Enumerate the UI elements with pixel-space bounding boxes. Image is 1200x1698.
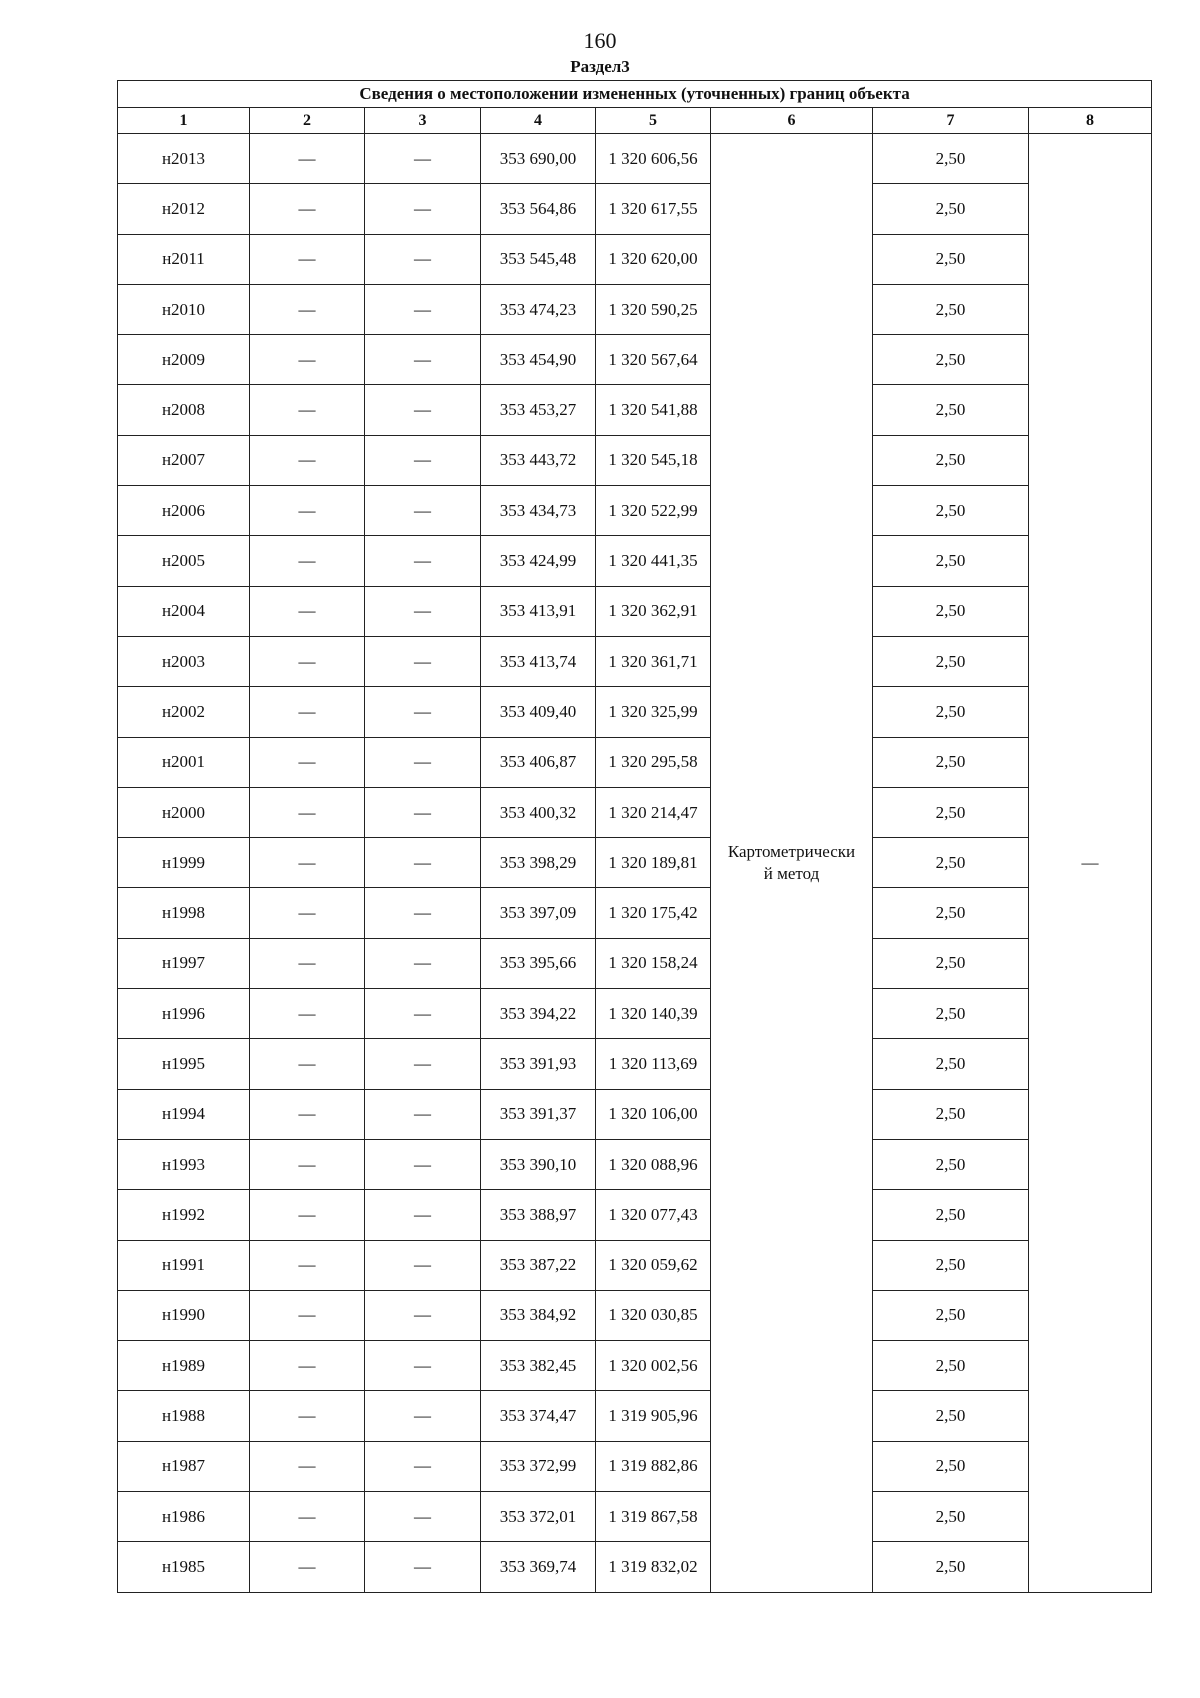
table-row <box>118 1391 1152 1441</box>
y-coordinate-cell: 1 320 002,56 <box>596 1341 711 1391</box>
y-coordinate-cell: 1 320 522,99 <box>596 486 711 536</box>
point-cell: н2013 <box>118 134 250 184</box>
col7-cell: 2,50 <box>873 234 1029 284</box>
col2-cell: — <box>250 486 365 536</box>
y-coordinate-cell: 1 320 620,00 <box>596 234 711 284</box>
point-cell: н1993 <box>118 1139 250 1189</box>
point-cell: н1992 <box>118 1190 250 1240</box>
x-coordinate-cell: 353 413,91 <box>481 586 596 636</box>
col2-cell: — <box>250 888 365 938</box>
col7-cell: 2,50 <box>873 435 1029 485</box>
col2-cell: — <box>250 1240 365 1290</box>
point-cell: н1998 <box>118 888 250 938</box>
col2-cell: — <box>250 184 365 234</box>
col2-cell: — <box>250 1039 365 1089</box>
x-coordinate-cell: 353 424,99 <box>481 536 596 586</box>
col2-cell: — <box>250 1139 365 1189</box>
y-coordinate-cell: 1 320 567,64 <box>596 335 711 385</box>
col2-cell: — <box>250 938 365 988</box>
y-coordinate-cell: 1 320 088,96 <box>596 1139 711 1189</box>
col2-cell: — <box>250 586 365 636</box>
col3-cell: — <box>365 536 481 586</box>
point-cell: н2001 <box>118 737 250 787</box>
x-coordinate-cell: 353 690,00 <box>481 134 596 184</box>
col2-cell: — <box>250 787 365 837</box>
col7-cell: 2,50 <box>873 687 1029 737</box>
col7-cell: 2,50 <box>873 1190 1029 1240</box>
column-header: 7 <box>873 108 1029 134</box>
col3-cell: — <box>365 1139 481 1189</box>
point-cell: н1989 <box>118 1341 250 1391</box>
y-coordinate-cell: 1 320 441,35 <box>596 536 711 586</box>
column-header: 8 <box>1029 108 1152 134</box>
point-cell: н2009 <box>118 335 250 385</box>
table-row <box>118 1190 1152 1240</box>
y-coordinate-cell: 1 319 882,86 <box>596 1441 711 1491</box>
col7-cell: 2,50 <box>873 787 1029 837</box>
y-coordinate-cell: 1 320 030,85 <box>596 1290 711 1340</box>
col3-cell: — <box>365 838 481 888</box>
column-header: 1 <box>118 108 250 134</box>
y-coordinate-cell: 1 320 361,71 <box>596 636 711 686</box>
col3-cell: — <box>365 184 481 234</box>
col7-cell: 2,50 <box>873 1089 1029 1139</box>
y-coordinate-cell: 1 320 158,24 <box>596 938 711 988</box>
col7-cell: 2,50 <box>873 1391 1029 1441</box>
x-coordinate-cell: 353 387,22 <box>481 1240 596 1290</box>
col2-cell: — <box>250 737 365 787</box>
col7-cell: 2,50 <box>873 536 1029 586</box>
x-coordinate-cell: 353 372,01 <box>481 1492 596 1542</box>
col7-cell: 2,50 <box>873 1240 1029 1290</box>
column-header: 6 <box>711 108 873 134</box>
col7-cell: 2,50 <box>873 134 1029 184</box>
col3-cell: — <box>365 1290 481 1340</box>
col3-cell: — <box>365 1240 481 1290</box>
col2-cell: — <box>250 1441 365 1491</box>
col3-cell: — <box>365 586 481 636</box>
table-title: Сведения о местоположении измененных (уточненных) границ объекта <box>118 81 1152 108</box>
method-cell <box>711 134 873 1593</box>
col3-cell: — <box>365 435 481 485</box>
col2-cell: — <box>250 385 365 435</box>
table-row <box>118 737 1152 787</box>
col2-cell: — <box>250 335 365 385</box>
x-coordinate-cell: 353 391,93 <box>481 1039 596 1089</box>
x-coordinate-cell: 353 391,37 <box>481 1089 596 1139</box>
table-row <box>118 1089 1152 1139</box>
x-coordinate-cell: 353 454,90 <box>481 335 596 385</box>
table-row <box>118 1139 1152 1189</box>
x-coordinate-cell: 353 443,72 <box>481 435 596 485</box>
method-text-line: й метод <box>763 863 820 883</box>
table-row <box>118 486 1152 536</box>
x-coordinate-cell: 353 384,92 <box>481 1290 596 1340</box>
table-row <box>118 1492 1152 1542</box>
method-text-line: Картометрически <box>727 841 856 861</box>
table-row <box>118 989 1152 1039</box>
point-cell: н2011 <box>118 234 250 284</box>
table-row <box>118 1542 1152 1592</box>
col7-cell: 2,50 <box>873 1542 1029 1592</box>
column-header: 3 <box>365 108 481 134</box>
point-cell: н2007 <box>118 435 250 485</box>
col3-cell: — <box>365 385 481 435</box>
col7-cell: 2,50 <box>873 335 1029 385</box>
col2-cell: — <box>250 536 365 586</box>
col7-cell: 2,50 <box>873 385 1029 435</box>
point-cell: н2000 <box>118 787 250 837</box>
col3-cell: — <box>365 737 481 787</box>
x-coordinate-cell: 353 413,74 <box>481 636 596 686</box>
col2-cell: — <box>250 1391 365 1441</box>
x-coordinate-cell: 353 394,22 <box>481 989 596 1039</box>
col7-cell: 2,50 <box>873 486 1029 536</box>
col2-cell: — <box>250 1341 365 1391</box>
col3-cell: — <box>365 1190 481 1240</box>
x-coordinate-cell: 353 400,32 <box>481 787 596 837</box>
point-cell: н1988 <box>118 1391 250 1441</box>
x-coordinate-cell: 353 398,29 <box>481 838 596 888</box>
col7-cell: 2,50 <box>873 938 1029 988</box>
y-coordinate-cell: 1 319 905,96 <box>596 1391 711 1441</box>
col2-cell: — <box>250 1492 365 1542</box>
x-coordinate-cell: 353 453,27 <box>481 385 596 435</box>
y-coordinate-cell: 1 320 140,39 <box>596 989 711 1039</box>
table-row <box>118 938 1152 988</box>
x-coordinate-cell: 353 406,87 <box>481 737 596 787</box>
x-coordinate-cell: 353 390,10 <box>481 1139 596 1189</box>
col3-cell: — <box>365 888 481 938</box>
col8-cell: — <box>1029 134 1152 1593</box>
column-header: 5 <box>596 108 711 134</box>
col3-cell: — <box>365 1341 481 1391</box>
point-cell: н1996 <box>118 989 250 1039</box>
col2-cell: — <box>250 1089 365 1139</box>
col3-cell: — <box>365 938 481 988</box>
table-row <box>118 636 1152 686</box>
x-coordinate-cell: 353 434,73 <box>481 486 596 536</box>
col3-cell: — <box>365 1441 481 1491</box>
col2-cell: — <box>250 284 365 334</box>
y-coordinate-cell: 1 320 189,81 <box>596 838 711 888</box>
table-row <box>118 888 1152 938</box>
col3-cell: — <box>365 687 481 737</box>
point-cell: н2004 <box>118 586 250 636</box>
table-row <box>118 1290 1152 1340</box>
point-cell: н1994 <box>118 1089 250 1139</box>
table-row <box>118 134 1152 184</box>
point-cell: н2003 <box>118 636 250 686</box>
point-cell: н1999 <box>118 838 250 888</box>
point-cell: н2012 <box>118 184 250 234</box>
table-row <box>118 284 1152 334</box>
section-label: Раздел3 <box>570 57 630 76</box>
col3-cell: — <box>365 234 481 284</box>
col2-cell: — <box>250 838 365 888</box>
x-coordinate-cell: 353 474,23 <box>481 284 596 334</box>
x-coordinate-cell: 353 409,40 <box>481 687 596 737</box>
col7-cell: 2,50 <box>873 586 1029 636</box>
point-cell: н2002 <box>118 687 250 737</box>
col3-cell: — <box>365 1492 481 1542</box>
col7-cell: 2,50 <box>873 1492 1029 1542</box>
point-cell: н1986 <box>118 1492 250 1542</box>
y-coordinate-cell: 1 320 113,69 <box>596 1039 711 1089</box>
x-coordinate-cell: 353 382,45 <box>481 1341 596 1391</box>
col2-cell: — <box>250 989 365 1039</box>
col7-cell: 2,50 <box>873 888 1029 938</box>
col2-cell: — <box>250 636 365 686</box>
x-coordinate-cell: 353 564,86 <box>481 184 596 234</box>
table-row <box>118 1441 1152 1491</box>
table-row <box>118 838 1152 888</box>
x-coordinate-cell: 353 397,09 <box>481 888 596 938</box>
col2-cell: — <box>250 1542 365 1592</box>
coordinates-table <box>117 80 1152 1593</box>
table-row <box>118 335 1152 385</box>
point-cell: н1997 <box>118 938 250 988</box>
x-coordinate-cell: 353 395,66 <box>481 938 596 988</box>
y-coordinate-cell: 1 319 867,58 <box>596 1492 711 1542</box>
table-row <box>118 385 1152 435</box>
y-coordinate-cell: 1 320 325,99 <box>596 687 711 737</box>
column-header-row <box>118 108 1152 134</box>
y-coordinate-cell: 1 320 545,18 <box>596 435 711 485</box>
col3-cell: — <box>365 1542 481 1592</box>
point-cell: н1990 <box>118 1290 250 1340</box>
column-header: 4 <box>481 108 596 134</box>
col7-cell: 2,50 <box>873 1441 1029 1491</box>
y-coordinate-cell: 1 320 590,25 <box>596 284 711 334</box>
col2-cell: — <box>250 234 365 284</box>
y-coordinate-cell: 1 320 077,43 <box>596 1190 711 1240</box>
y-coordinate-cell: 1 320 059,62 <box>596 1240 711 1290</box>
point-cell: н2008 <box>118 385 250 435</box>
y-coordinate-cell: 1 320 106,00 <box>596 1089 711 1139</box>
point-cell: н1991 <box>118 1240 250 1290</box>
point-cell: н1985 <box>118 1542 250 1592</box>
col2-cell: — <box>250 435 365 485</box>
col3-cell: — <box>365 1039 481 1089</box>
col7-cell: 2,50 <box>873 1039 1029 1089</box>
table-row <box>118 184 1152 234</box>
y-coordinate-cell: 1 320 295,58 <box>596 737 711 787</box>
col7-cell: 2,50 <box>873 1341 1029 1391</box>
table-row <box>118 536 1152 586</box>
x-coordinate-cell: 353 545,48 <box>481 234 596 284</box>
col7-cell: 2,50 <box>873 284 1029 334</box>
col7-cell: 2,50 <box>873 1139 1029 1189</box>
col7-cell: 2,50 <box>873 1290 1029 1340</box>
col7-cell: 2,50 <box>873 838 1029 888</box>
y-coordinate-cell: 1 320 362,91 <box>596 586 711 636</box>
y-coordinate-cell: 1 320 214,47 <box>596 787 711 837</box>
x-coordinate-cell: 353 369,74 <box>481 1542 596 1592</box>
table-row <box>118 1240 1152 1290</box>
table-row <box>118 586 1152 636</box>
col3-cell: — <box>365 134 481 184</box>
col3-cell: — <box>365 1089 481 1139</box>
col2-cell: — <box>250 687 365 737</box>
x-coordinate-cell: 353 374,47 <box>481 1391 596 1441</box>
col3-cell: — <box>365 636 481 686</box>
point-cell: н2005 <box>118 536 250 586</box>
col7-cell: 2,50 <box>873 184 1029 234</box>
x-coordinate-cell: 353 388,97 <box>481 1190 596 1240</box>
col7-cell: 2,50 <box>873 737 1029 787</box>
col3-cell: — <box>365 989 481 1039</box>
page-number: 160 <box>583 28 617 53</box>
x-coordinate-cell: 353 372,99 <box>481 1441 596 1491</box>
y-coordinate-cell: 1 320 617,55 <box>596 184 711 234</box>
table-body <box>118 134 1152 1593</box>
y-coordinate-cell: 1 320 541,88 <box>596 385 711 435</box>
col3-cell: — <box>365 787 481 837</box>
table-row <box>118 435 1152 485</box>
point-cell: н1995 <box>118 1039 250 1089</box>
col3-cell: — <box>365 335 481 385</box>
col3-cell: — <box>365 284 481 334</box>
point-cell: н2010 <box>118 284 250 334</box>
table-row <box>118 234 1152 284</box>
table-row <box>118 1039 1152 1089</box>
column-header: 2 <box>250 108 365 134</box>
col3-cell: — <box>365 486 481 536</box>
table-row <box>118 687 1152 737</box>
col3-cell: — <box>365 1391 481 1441</box>
col2-cell: — <box>250 1290 365 1340</box>
y-coordinate-cell: 1 319 832,02 <box>596 1542 711 1592</box>
col7-cell: 2,50 <box>873 636 1029 686</box>
point-cell: н1987 <box>118 1441 250 1491</box>
point-cell: н2006 <box>118 486 250 536</box>
col2-cell: — <box>250 1190 365 1240</box>
table-row <box>118 1341 1152 1391</box>
y-coordinate-cell: 1 320 606,56 <box>596 134 711 184</box>
y-coordinate-cell: 1 320 175,42 <box>596 888 711 938</box>
table-row <box>118 787 1152 837</box>
col2-cell: — <box>250 134 365 184</box>
col7-cell: 2,50 <box>873 989 1029 1039</box>
